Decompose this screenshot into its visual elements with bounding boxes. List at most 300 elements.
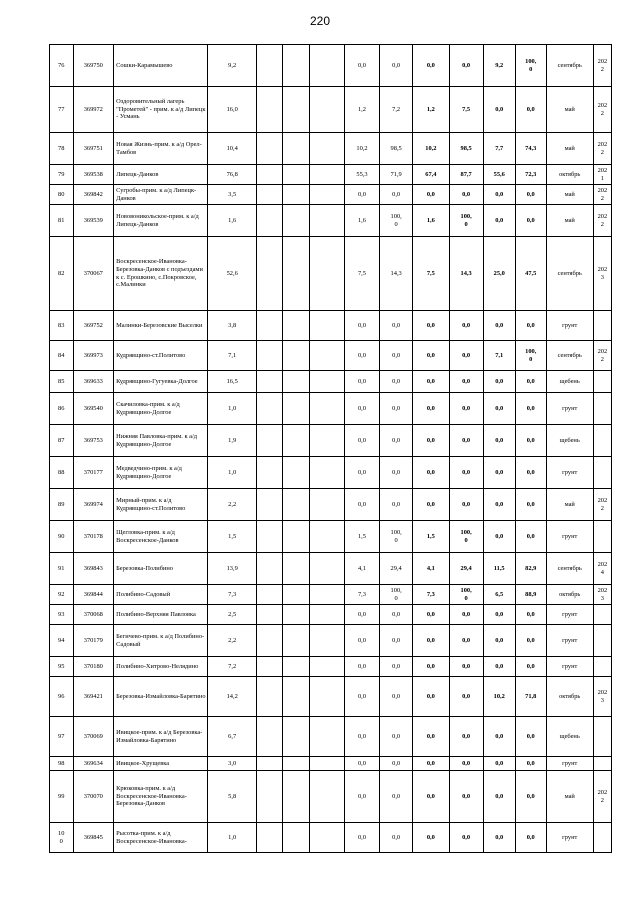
term-cell: май <box>546 87 593 133</box>
empty-cell <box>257 165 283 185</box>
year-cell <box>593 823 611 853</box>
table-row <box>50 585 612 605</box>
value-cell: 100, 0 <box>380 585 413 605</box>
value-cell: 7,5 <box>344 237 379 311</box>
table-row <box>50 677 612 717</box>
page-number: 220 <box>309 14 331 28</box>
term-cell: щебень <box>546 425 593 457</box>
table-body <box>50 45 612 853</box>
empty-cell <box>309 133 344 165</box>
value-cell: 0,0 <box>413 657 449 677</box>
value-cell: 0,0 <box>449 489 483 521</box>
road-name-cell: Новая Жизнь-прим. к а/д Орел-Тамбов <box>114 133 208 165</box>
road-code-cell: 369634 <box>73 757 114 771</box>
road-code-cell: 369540 <box>73 393 114 425</box>
value-cell: 0,0 <box>449 717 483 757</box>
empty-cell <box>309 605 344 625</box>
empty-cell <box>309 677 344 717</box>
value-cell: 0,0 <box>449 371 483 393</box>
year-cell <box>593 425 611 457</box>
value-cell: 0,0 <box>483 771 515 823</box>
row-number-cell: 92 <box>50 585 74 605</box>
term-cell: сентябрь <box>546 237 593 311</box>
value-cell: 0,0 <box>344 185 379 205</box>
road-name-cell: Нововоникольское-прим. к а/д Липецк-Данков <box>114 205 208 237</box>
value-cell: 10,2 <box>344 133 379 165</box>
value-cell: 0,0 <box>344 657 379 677</box>
empty-cell <box>282 185 309 205</box>
empty-cell <box>257 605 283 625</box>
road-code-cell: 369842 <box>73 185 114 205</box>
value-cell: 1,6 <box>413 205 449 237</box>
value-cell: 0,0 <box>344 489 379 521</box>
row-number-cell: 89 <box>50 489 74 521</box>
road-length-cell: 7,2 <box>208 657 257 677</box>
road-length-cell: 2,2 <box>208 625 257 657</box>
value-cell: 1,2 <box>344 87 379 133</box>
road-length-cell: 3,5 <box>208 185 257 205</box>
value-cell: 0,0 <box>380 771 413 823</box>
empty-cell <box>309 165 344 185</box>
value-cell: 0,0 <box>515 457 546 489</box>
empty-cell <box>282 457 309 489</box>
value-cell: 100, 0 <box>449 205 483 237</box>
row-number-cell: 97 <box>50 717 74 757</box>
road-code-cell: 369752 <box>73 311 114 341</box>
value-cell: 74,3 <box>515 133 546 165</box>
road-name-cell: Березовка-Полибино <box>114 553 208 585</box>
year-cell <box>593 757 611 771</box>
empty-cell <box>257 677 283 717</box>
value-cell: 0,0 <box>449 771 483 823</box>
empty-cell <box>282 521 309 553</box>
value-cell: 0,0 <box>515 605 546 625</box>
empty-cell <box>257 393 283 425</box>
value-cell: 0,0 <box>380 341 413 371</box>
value-cell: 10,2 <box>483 677 515 717</box>
road-length-cell: 2,5 <box>208 605 257 625</box>
value-cell: 87,7 <box>449 165 483 185</box>
empty-cell <box>282 311 309 341</box>
road-code-cell: 370178 <box>73 521 114 553</box>
empty-cell <box>282 717 309 757</box>
value-cell: 55,6 <box>483 165 515 185</box>
row-number-cell: 88 <box>50 457 74 489</box>
row-number-cell: 78 <box>50 133 74 165</box>
empty-cell <box>309 185 344 205</box>
value-cell: 7,1 <box>483 341 515 371</box>
value-cell: 0,0 <box>344 425 379 457</box>
row-number-cell: 84 <box>50 341 74 371</box>
value-cell: 0,0 <box>483 457 515 489</box>
value-cell: 0,0 <box>449 605 483 625</box>
value-cell: 0,0 <box>344 45 379 87</box>
value-cell: 14,3 <box>380 237 413 311</box>
empty-cell <box>257 237 283 311</box>
value-cell: 0,0 <box>344 757 379 771</box>
value-cell: 0,0 <box>515 185 546 205</box>
value-cell: 7,3 <box>344 585 379 605</box>
table-row <box>50 45 612 87</box>
value-cell: 7,5 <box>413 237 449 311</box>
value-cell: 0,0 <box>380 311 413 341</box>
empty-cell <box>309 657 344 677</box>
term-cell: октябрь <box>546 677 593 717</box>
term-cell: май <box>546 185 593 205</box>
empty-cell <box>282 371 309 393</box>
road-length-cell: 1,5 <box>208 521 257 553</box>
road-length-cell: 10,4 <box>208 133 257 165</box>
table-row <box>50 393 612 425</box>
table-row <box>50 237 612 311</box>
empty-cell <box>257 823 283 853</box>
value-cell: 100, 0 <box>380 205 413 237</box>
value-cell: 0,0 <box>413 393 449 425</box>
empty-cell <box>282 553 309 585</box>
value-cell: 100, 0 <box>449 585 483 605</box>
value-cell: 7,7 <box>483 133 515 165</box>
empty-cell <box>309 489 344 521</box>
road-name-cell: Воскресенское-Ивановка-Березовка-Данков с подъездами к с. Ерошкино, с.Покровское, с.Малинки <box>114 237 208 311</box>
table-row <box>50 457 612 489</box>
road-name-cell: Березовка-Измайловка-Барятино <box>114 677 208 717</box>
value-cell: 0,0 <box>344 311 379 341</box>
road-name-cell: Ивицкое-Хрущевка <box>114 757 208 771</box>
year-cell: 202 2 <box>593 87 611 133</box>
empty-cell <box>257 757 283 771</box>
value-cell: 0,0 <box>515 823 546 853</box>
road-code-cell: 370068 <box>73 605 114 625</box>
year-cell: 202 4 <box>593 553 611 585</box>
value-cell: 0,0 <box>515 489 546 521</box>
value-cell: 10,2 <box>413 133 449 165</box>
road-length-cell: 1,9 <box>208 425 257 457</box>
empty-cell <box>309 341 344 371</box>
term-cell: грунт <box>546 757 593 771</box>
value-cell: 0,0 <box>515 371 546 393</box>
term-cell: грунт <box>546 625 593 657</box>
road-length-cell: 3,0 <box>208 757 257 771</box>
road-code-cell: 369421 <box>73 677 114 717</box>
road-code-cell: 369750 <box>73 45 114 87</box>
table-row <box>50 205 612 237</box>
year-cell: 202 3 <box>593 237 611 311</box>
value-cell: 0,0 <box>413 625 449 657</box>
value-cell: 0,0 <box>380 371 413 393</box>
row-number-cell: 77 <box>50 87 74 133</box>
value-cell: 0,0 <box>515 657 546 677</box>
road-code-cell: 369845 <box>73 823 114 853</box>
road-code-cell: 370067 <box>73 237 114 311</box>
empty-cell <box>309 585 344 605</box>
term-cell: октябрь <box>546 585 593 605</box>
road-length-cell: 2,2 <box>208 489 257 521</box>
year-cell: 202 3 <box>593 585 611 605</box>
value-cell: 0,0 <box>449 757 483 771</box>
value-cell: 0,0 <box>380 185 413 205</box>
value-cell: 0,0 <box>515 521 546 553</box>
table-row <box>50 425 612 457</box>
value-cell: 0,0 <box>449 823 483 853</box>
row-number-cell: 93 <box>50 605 74 625</box>
table-row <box>50 717 612 757</box>
empty-cell <box>282 757 309 771</box>
value-cell: 71,8 <box>515 677 546 717</box>
value-cell: 0,0 <box>449 45 483 87</box>
table-row <box>50 311 612 341</box>
road-length-cell: 16,5 <box>208 371 257 393</box>
empty-cell <box>257 457 283 489</box>
empty-cell <box>257 657 283 677</box>
value-cell: 100, 0 <box>515 341 546 371</box>
empty-cell <box>282 205 309 237</box>
table-row <box>50 341 612 371</box>
value-cell: 0,0 <box>413 677 449 717</box>
empty-cell <box>257 625 283 657</box>
year-cell: 202 1 <box>593 165 611 185</box>
term-cell: май <box>546 771 593 823</box>
empty-cell <box>282 625 309 657</box>
empty-cell <box>282 585 309 605</box>
value-cell: 0,0 <box>483 605 515 625</box>
row-number-cell: 98 <box>50 757 74 771</box>
value-cell: 0,0 <box>483 393 515 425</box>
table-row <box>50 553 612 585</box>
value-cell: 0,0 <box>413 457 449 489</box>
empty-cell <box>282 393 309 425</box>
value-cell: 0,0 <box>515 757 546 771</box>
road-code-cell: 369843 <box>73 553 114 585</box>
empty-cell <box>257 553 283 585</box>
value-cell: 0,0 <box>449 457 483 489</box>
road-name-cell: Полибино-Садовый <box>114 585 208 605</box>
value-cell: 4,1 <box>413 553 449 585</box>
value-cell: 0,0 <box>344 393 379 425</box>
road-name-cell: Сошки-Карамышево <box>114 45 208 87</box>
value-cell: 55,3 <box>344 165 379 185</box>
empty-cell <box>257 371 283 393</box>
row-number-cell: 83 <box>50 311 74 341</box>
value-cell: 7,5 <box>449 87 483 133</box>
term-cell: грунт <box>546 823 593 853</box>
value-cell: 0,0 <box>515 625 546 657</box>
road-code-cell: 370180 <box>73 657 114 677</box>
year-cell: 202 2 <box>593 771 611 823</box>
empty-cell <box>282 489 309 521</box>
year-cell <box>593 371 611 393</box>
year-cell: 202 2 <box>593 341 611 371</box>
empty-cell <box>257 205 283 237</box>
empty-cell <box>257 185 283 205</box>
empty-cell <box>309 625 344 657</box>
empty-cell <box>282 165 309 185</box>
value-cell: 0,0 <box>413 757 449 771</box>
value-cell: 0,0 <box>344 625 379 657</box>
table-row <box>50 757 612 771</box>
value-cell: 0,0 <box>380 823 413 853</box>
empty-cell <box>282 677 309 717</box>
road-code-cell: 369539 <box>73 205 114 237</box>
value-cell: 0,0 <box>449 185 483 205</box>
value-cell: 1,6 <box>344 205 379 237</box>
value-cell: 0,0 <box>344 677 379 717</box>
empty-cell <box>257 489 283 521</box>
row-number-cell: 76 <box>50 45 74 87</box>
value-cell: 47,5 <box>515 237 546 311</box>
road-name-cell: Малинки-Березовские Выселки <box>114 311 208 341</box>
value-cell: 0,0 <box>413 425 449 457</box>
road-name-cell: Крюковка-прим. к а/д Воскресенское-Ивановка-Березовка-Данков <box>114 771 208 823</box>
year-cell <box>593 457 611 489</box>
road-length-cell: 6,7 <box>208 717 257 757</box>
empty-cell <box>282 87 309 133</box>
road-name-cell: Рысотка-прим. к а/д Воскресенское-Ивановка- <box>114 823 208 853</box>
term-cell: сентябрь <box>546 553 593 585</box>
value-cell: 0,0 <box>380 605 413 625</box>
row-number-cell: 81 <box>50 205 74 237</box>
year-cell: 202 2 <box>593 133 611 165</box>
empty-cell <box>257 521 283 553</box>
term-cell: грунт <box>546 657 593 677</box>
road-length-cell: 3,8 <box>208 311 257 341</box>
value-cell: 0,0 <box>483 657 515 677</box>
empty-cell <box>309 771 344 823</box>
row-number-cell: 80 <box>50 185 74 205</box>
value-cell: 0,0 <box>413 489 449 521</box>
road-name-cell: Кудрявщино-Гугуевка-Долгое <box>114 371 208 393</box>
row-number-cell: 79 <box>50 165 74 185</box>
empty-cell <box>309 717 344 757</box>
value-cell: 0,0 <box>515 311 546 341</box>
row-number-cell: 85 <box>50 371 74 393</box>
empty-cell <box>309 311 344 341</box>
value-cell: 0,0 <box>515 425 546 457</box>
table-row <box>50 87 612 133</box>
road-name-cell: Полибино-Хитрово-Нелядино <box>114 657 208 677</box>
road-code-cell: 369633 <box>73 371 114 393</box>
empty-cell <box>309 823 344 853</box>
value-cell: 0,0 <box>515 205 546 237</box>
value-cell: 9,2 <box>483 45 515 87</box>
year-cell: 202 2 <box>593 205 611 237</box>
value-cell: 100, 0 <box>449 521 483 553</box>
road-code-cell: 369973 <box>73 341 114 371</box>
table-row <box>50 823 612 853</box>
value-cell: 0,0 <box>449 311 483 341</box>
value-cell: 0,0 <box>380 657 413 677</box>
term-cell: щебень <box>546 371 593 393</box>
term-cell: октябрь <box>546 165 593 185</box>
road-code-cell: 369538 <box>73 165 114 185</box>
value-cell: 0,0 <box>483 185 515 205</box>
empty-cell <box>257 585 283 605</box>
value-cell: 72,3 <box>515 165 546 185</box>
value-cell: 0,0 <box>344 605 379 625</box>
value-cell: 7,2 <box>380 87 413 133</box>
year-cell: 202 2 <box>593 185 611 205</box>
road-length-cell: 16,0 <box>208 87 257 133</box>
row-number-cell: 86 <box>50 393 74 425</box>
empty-cell <box>309 205 344 237</box>
empty-cell <box>257 341 283 371</box>
value-cell: 100, 0 <box>380 521 413 553</box>
table-row <box>50 771 612 823</box>
road-name-cell: Скачиловка-прим. к а/д Кудрявщино-Долгое <box>114 393 208 425</box>
value-cell: 0,0 <box>483 757 515 771</box>
empty-cell <box>309 521 344 553</box>
value-cell: 0,0 <box>483 87 515 133</box>
empty-cell <box>282 341 309 371</box>
road-length-cell: 14,2 <box>208 677 257 717</box>
empty-cell <box>282 605 309 625</box>
value-cell: 29,4 <box>380 553 413 585</box>
empty-cell <box>309 425 344 457</box>
value-cell: 0,0 <box>380 393 413 425</box>
value-cell: 0,0 <box>380 677 413 717</box>
road-code-cell: 369753 <box>73 425 114 457</box>
empty-cell <box>282 237 309 311</box>
road-code-cell: 370070 <box>73 771 114 823</box>
row-number-cell: 87 <box>50 425 74 457</box>
value-cell: 82,9 <box>515 553 546 585</box>
value-cell: 0,0 <box>413 45 449 87</box>
table-row <box>50 521 612 553</box>
value-cell: 0,0 <box>515 717 546 757</box>
road-length-cell: 1,0 <box>208 823 257 853</box>
year-cell: 202 2 <box>593 45 611 87</box>
row-number-cell: 10 0 <box>50 823 74 853</box>
term-cell: май <box>546 489 593 521</box>
value-cell: 0,0 <box>449 625 483 657</box>
empty-cell <box>309 87 344 133</box>
road-length-cell: 52,6 <box>208 237 257 311</box>
table-row <box>50 489 612 521</box>
empty-cell <box>282 657 309 677</box>
table-row <box>50 165 612 185</box>
year-cell: 202 3 <box>593 677 611 717</box>
empty-cell <box>282 133 309 165</box>
road-length-cell: 13,9 <box>208 553 257 585</box>
value-cell: 98,5 <box>380 133 413 165</box>
value-cell: 0,0 <box>380 45 413 87</box>
year-cell: 202 2 <box>593 489 611 521</box>
value-cell: 0,0 <box>413 605 449 625</box>
empty-cell <box>309 393 344 425</box>
year-cell <box>593 393 611 425</box>
value-cell: 0,0 <box>413 185 449 205</box>
road-code-cell: 369751 <box>73 133 114 165</box>
year-cell <box>593 657 611 677</box>
road-length-cell: 1,6 <box>208 205 257 237</box>
year-cell <box>593 717 611 757</box>
value-cell: 0,0 <box>344 457 379 489</box>
road-code-cell: 369844 <box>73 585 114 605</box>
term-cell: грунт <box>546 605 593 625</box>
value-cell: 0,0 <box>483 823 515 853</box>
road-name-cell: Щегловка-прим. к а/д Воскресенское-Данков <box>114 521 208 553</box>
table-row <box>50 657 612 677</box>
value-cell: 11,5 <box>483 553 515 585</box>
empty-cell <box>282 771 309 823</box>
year-cell <box>593 521 611 553</box>
value-cell: 7,3 <box>413 585 449 605</box>
empty-cell <box>257 311 283 341</box>
road-name-cell: Полибино-Верхняя Павловка <box>114 605 208 625</box>
table-row <box>50 133 612 165</box>
value-cell: 0,0 <box>449 677 483 717</box>
table-row <box>50 625 612 657</box>
road-code-cell: 370069 <box>73 717 114 757</box>
